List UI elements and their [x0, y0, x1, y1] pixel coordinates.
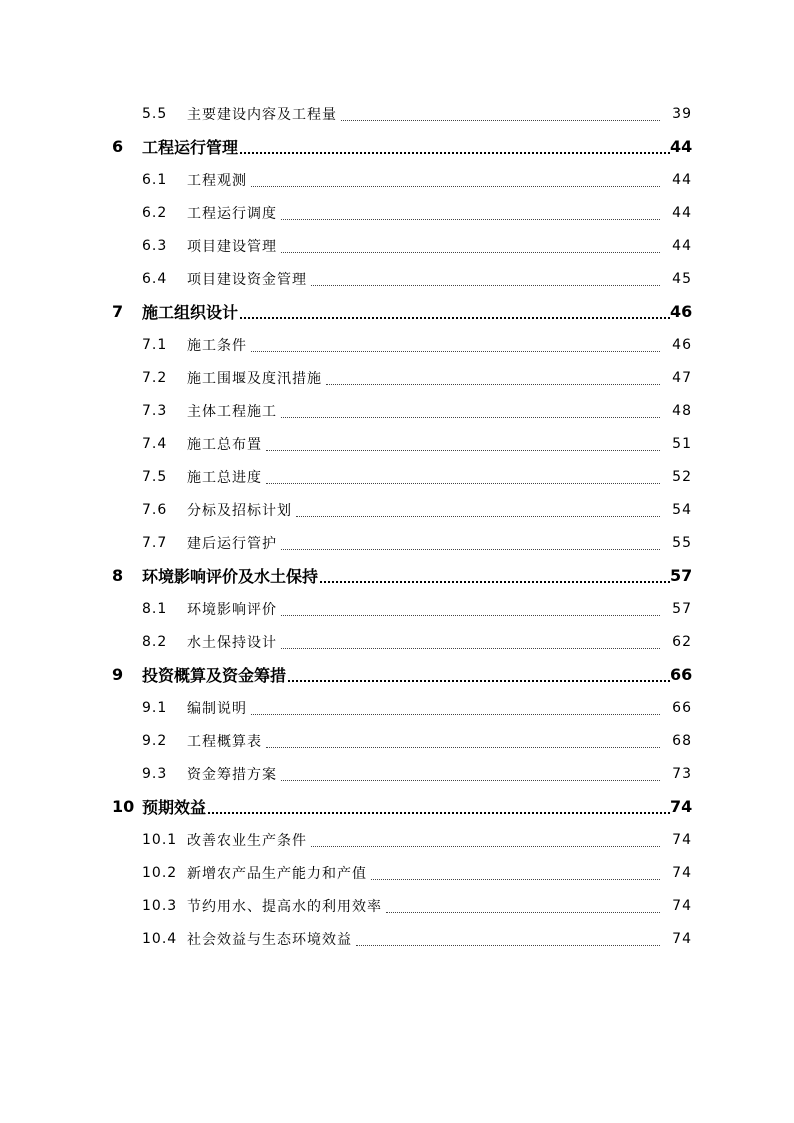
toc-entry-number: 5.5: [142, 105, 168, 122]
toc-dot-leader: [386, 911, 660, 913]
toc-entry-title: 主要建设内容及工程量: [187, 106, 337, 123]
toc-entry-page-number: 66: [672, 699, 692, 716]
toc-entry-page-number: 45: [672, 270, 692, 287]
toc-entry-title: 节约用水、提高水的利用效率: [187, 898, 382, 915]
toc-entry-number: 6: [112, 137, 124, 156]
toc-entry-page-number: 39: [672, 105, 692, 122]
toc-dot-leader: [281, 614, 660, 616]
toc-entry-title: 资金筹措方案: [187, 766, 277, 783]
toc-entry-title: 工程运行调度: [187, 205, 277, 222]
toc-entry-page-number: 55: [672, 534, 692, 551]
toc-entry-page-number: 74: [672, 930, 692, 947]
table-of-contents: [0, 97, 794, 955]
toc-entry-page-number: 74: [672, 897, 692, 914]
toc-entry-page-number: 73: [672, 765, 692, 782]
toc-section-entry[interactable]: [0, 328, 794, 361]
toc-section-entry[interactable]: [0, 229, 794, 262]
toc-section-entry[interactable]: [0, 823, 794, 856]
toc-entry-page-number: 54: [672, 501, 692, 518]
toc-entry-title: 预期效益: [142, 798, 207, 817]
toc-entry-number: 10.4: [142, 930, 178, 947]
toc-entry-title: 改善农业生产条件: [187, 832, 307, 849]
toc-entry-page-number: 51: [672, 435, 692, 452]
toc-entry-number: 8: [112, 566, 124, 585]
toc-entry-title: 施工总进度: [187, 469, 262, 486]
toc-entry-page-number: 57: [670, 566, 693, 585]
toc-entry-title: 新增农产品生产能力和产值: [187, 865, 367, 882]
toc-section-entry[interactable]: [0, 394, 794, 427]
toc-entry-number: 10.2: [142, 864, 178, 881]
toc-dot-leader: [281, 779, 660, 781]
toc-dot-leader: [251, 350, 660, 352]
toc-entry-title: 项目建设管理: [187, 238, 277, 255]
toc-entry-title: 施工条件: [187, 337, 247, 354]
toc-section-entry[interactable]: [0, 460, 794, 493]
toc-chapter-entry[interactable]: [0, 559, 794, 592]
toc-section-entry[interactable]: [0, 262, 794, 295]
toc-entry-number: 6.4: [142, 270, 168, 287]
toc-section-entry[interactable]: [0, 526, 794, 559]
toc-entry-number: 7.2: [142, 369, 168, 386]
toc-chapter-entry[interactable]: [0, 790, 794, 823]
toc-section-entry[interactable]: [0, 625, 794, 658]
toc-entry-number: 10: [112, 797, 135, 816]
toc-entry-title: 社会效益与生态环境效益: [187, 931, 352, 948]
toc-entry-number: 7.1: [142, 336, 168, 353]
toc-entry-title: 环境影响评价及水土保持: [142, 567, 319, 586]
toc-entry-number: 7.6: [142, 501, 168, 518]
toc-dot-leader: [371, 878, 660, 880]
toc-section-entry[interactable]: [0, 196, 794, 229]
toc-entry-number: 7.7: [142, 534, 168, 551]
toc-entry-page-number: 52: [672, 468, 692, 485]
toc-entry-title: 建后运行管护: [187, 535, 277, 552]
toc-section-entry[interactable]: [0, 889, 794, 922]
toc-dot-leader: [240, 151, 670, 154]
toc-entry-number: 9.1: [142, 699, 168, 716]
toc-entry-number: 6.2: [142, 204, 168, 221]
toc-entry-number: 10.1: [142, 831, 178, 848]
toc-dot-leader: [266, 482, 660, 484]
toc-entry-page-number: 57: [672, 600, 692, 617]
toc-section-entry[interactable]: [0, 922, 794, 955]
toc-entry-title: 项目建设资金管理: [187, 271, 307, 288]
toc-entry-number: 7: [112, 302, 124, 321]
toc-entry-page-number: 74: [670, 797, 693, 816]
toc-dot-leader: [341, 119, 660, 121]
toc-entry-number: 7.5: [142, 468, 168, 485]
toc-dot-leader: [251, 713, 660, 715]
toc-entry-title: 水土保持设计: [187, 634, 277, 651]
toc-dot-leader: [281, 218, 660, 220]
toc-dot-leader: [240, 316, 670, 319]
toc-entry-number: 6.3: [142, 237, 168, 254]
toc-entry-number: 7.3: [142, 402, 168, 419]
toc-section-entry[interactable]: [0, 493, 794, 526]
toc-entry-title: 工程观测: [187, 172, 247, 189]
toc-entry-page-number: 47: [672, 369, 692, 386]
toc-entry-page-number: 44: [672, 204, 692, 221]
toc-dot-leader: [266, 746, 660, 748]
toc-dot-leader: [320, 580, 670, 583]
toc-dot-leader: [326, 383, 660, 385]
toc-section-entry[interactable]: [0, 724, 794, 757]
toc-entry-title: 分标及招标计划: [187, 502, 292, 519]
toc-chapter-entry[interactable]: [0, 658, 794, 691]
toc-dot-leader: [311, 284, 660, 286]
toc-dot-leader: [288, 679, 670, 682]
toc-entry-title: 施工总布置: [187, 436, 262, 453]
toc-dot-leader: [281, 251, 660, 253]
toc-entry-page-number: 46: [670, 302, 693, 321]
toc-section-entry[interactable]: [0, 97, 794, 130]
toc-entry-page-number: 48: [672, 402, 692, 419]
toc-dot-leader: [311, 845, 660, 847]
toc-entry-number: 10.3: [142, 897, 178, 914]
toc-entry-title: 施工围堰及度汛措施: [187, 370, 322, 387]
toc-entry-number: 6.1: [142, 171, 168, 188]
toc-dot-leader: [356, 944, 660, 946]
toc-entry-number: 9: [112, 665, 124, 684]
toc-section-entry[interactable]: [0, 427, 794, 460]
toc-entry-page-number: 62: [672, 633, 692, 650]
toc-section-entry[interactable]: [0, 691, 794, 724]
toc-entry-page-number: 74: [672, 831, 692, 848]
toc-entry-title: 投资概算及资金筹措: [142, 666, 287, 685]
toc-entry-number: 7.4: [142, 435, 168, 452]
toc-section-entry[interactable]: [0, 163, 794, 196]
toc-entry-number: 9.2: [142, 732, 168, 749]
toc-entry-title: 施工组织设计: [142, 303, 239, 322]
toc-entry-title: 工程概算表: [187, 733, 262, 750]
toc-entry-title: 编制说明: [187, 700, 247, 717]
toc-entry-title: 环境影响评价: [187, 601, 277, 618]
toc-dot-leader: [266, 449, 660, 451]
toc-entry-page-number: 66: [670, 665, 693, 684]
toc-entry-page-number: 74: [672, 864, 692, 881]
toc-chapter-entry[interactable]: [0, 295, 794, 328]
toc-entry-number: 8.1: [142, 600, 168, 617]
toc-entry-page-number: 68: [672, 732, 692, 749]
toc-section-entry[interactable]: [0, 592, 794, 625]
toc-entry-title: 主体工程施工: [187, 403, 277, 420]
toc-dot-leader: [281, 647, 660, 649]
toc-entry-page-number: 44: [672, 171, 692, 188]
toc-entry-title: 工程运行管理: [142, 138, 239, 157]
toc-entry-number: 8.2: [142, 633, 168, 650]
toc-dot-leader: [281, 548, 660, 550]
toc-entry-page-number: 44: [670, 137, 693, 156]
toc-entry-page-number: 46: [672, 336, 692, 353]
toc-dot-leader: [296, 515, 660, 517]
toc-entry-page-number: 44: [672, 237, 692, 254]
toc-dot-leader: [208, 811, 670, 814]
toc-section-entry[interactable]: [0, 856, 794, 889]
toc-section-entry[interactable]: [0, 361, 794, 394]
toc-chapter-entry[interactable]: [0, 130, 794, 163]
toc-section-entry[interactable]: [0, 757, 794, 790]
toc-dot-leader: [251, 185, 660, 187]
toc-dot-leader: [281, 416, 660, 418]
toc-entry-number: 9.3: [142, 765, 168, 782]
